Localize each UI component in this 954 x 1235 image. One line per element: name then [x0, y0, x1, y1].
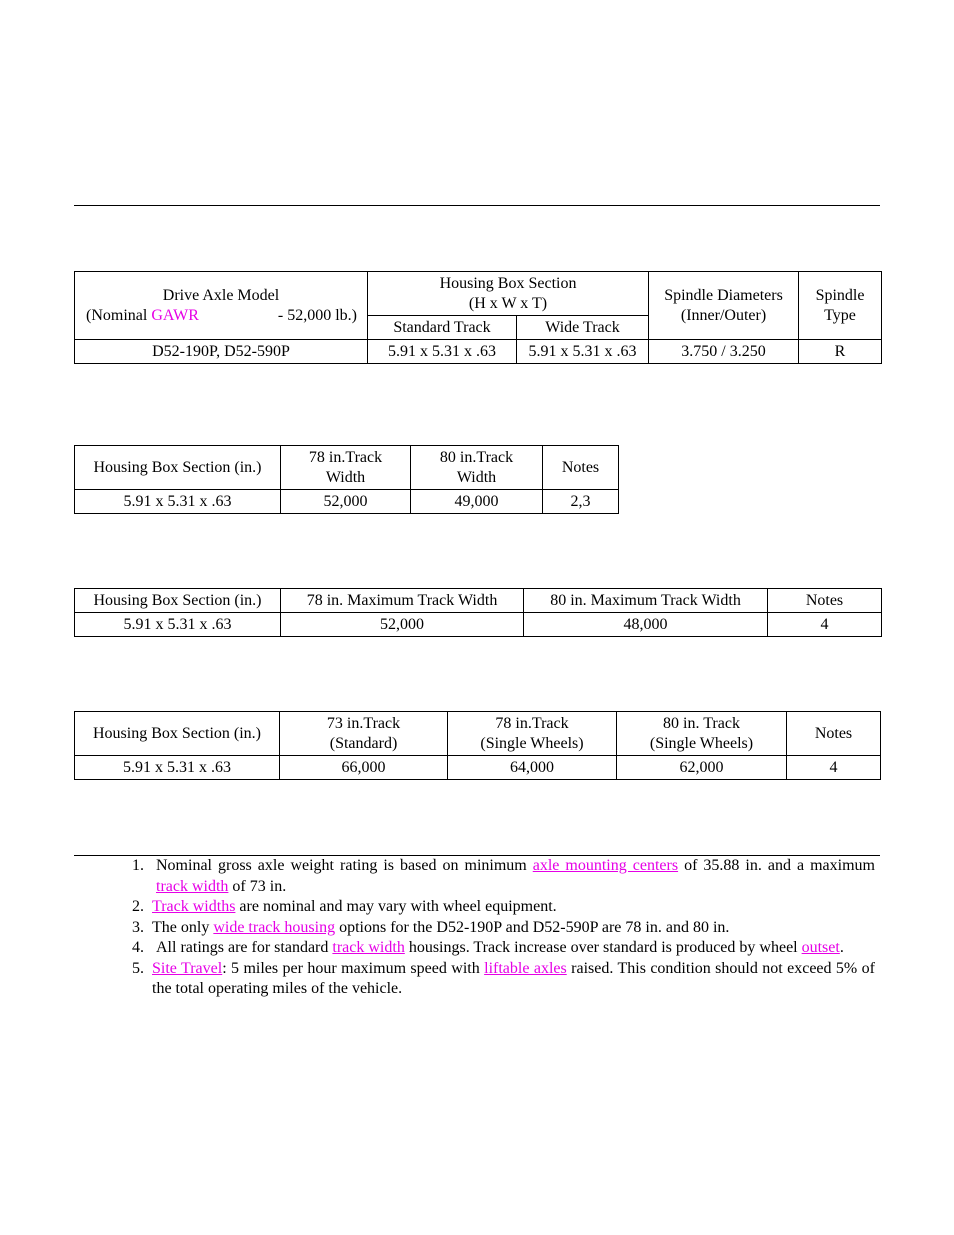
header-drive-axle-model: Drive Axle Model (Nominal GAWR - 52,000 lb.) — [75, 272, 368, 340]
header-housing-box-section: Housing Box Section (in.) — [75, 712, 280, 756]
header-housing-box-section: Housing Box Section (in.) — [75, 446, 281, 490]
cell-78: 52,000 — [281, 490, 411, 514]
header-wide-track: Wide Track — [517, 316, 649, 340]
note-3: 3. The only wide track housing options for the D52-190P and D52-590P are 78 in. and 80 in. — [132, 918, 730, 936]
cell-type: R — [799, 340, 882, 364]
table-row — [75, 613, 882, 637]
max-track-width-table — [74, 588, 882, 637]
cell-notes: 2,3 — [543, 490, 619, 514]
cell-notes: 4 — [768, 613, 882, 637]
gawr-link[interactable]: GAWR — [151, 306, 199, 324]
cell-standard: 5.91 x 5.31 x .63 — [368, 340, 517, 364]
cell-80: 62,000 — [617, 756, 787, 780]
cell-78: 52,000 — [281, 613, 524, 637]
track-widths-link[interactable]: Track widths — [152, 898, 236, 915]
header-73-track: 73 in.Track (Standard) — [280, 712, 448, 756]
cell-80: 48,000 — [524, 613, 768, 637]
cell-diameters: 3.750 / 3.250 — [649, 340, 799, 364]
cell-wide: 5.91 x 5.31 x .63 — [517, 340, 649, 364]
cell-80: 49,000 — [411, 490, 543, 514]
cell-model: D52-190P, D52-590P — [75, 340, 368, 364]
track-width-link[interactable]: track width — [332, 939, 405, 956]
axle-mounting-centers-link[interactable]: axle mounting centers — [532, 857, 679, 874]
header-78-track: 78 in.Track Width — [281, 446, 411, 490]
top-divider — [74, 205, 880, 206]
site-travel-link[interactable]: Site Travel — [152, 959, 223, 977]
header-spindle-type: Spindle Type — [799, 272, 882, 340]
header-80-max-track: 80 in. Maximum Track Width — [524, 589, 768, 613]
outset-link[interactable]: outset — [801, 939, 840, 956]
footnotes — [132, 856, 875, 1000]
note-2: 2. Track widths are nominal and may vary with wheel equipment. — [132, 898, 557, 915]
note-4: 4. All ratings are for standard track width housings. Track increase over standard is produced by wheel outset. — [132, 939, 844, 956]
liftable-axles-link[interactable]: liftable axles — [484, 959, 567, 977]
note-1: 1. Nominal gross axle weight rating is based on minimum axle mounting centers of 35.88 in. and a maximum track width of 73 in. — [132, 857, 875, 895]
table-row — [75, 340, 882, 364]
wide-track-housing-link[interactable]: wide track housing — [213, 918, 336, 936]
table-row — [75, 756, 881, 780]
header-notes: Notes — [543, 446, 619, 490]
spindle-table — [74, 271, 882, 364]
header-notes: Notes — [768, 589, 882, 613]
header-housing-box-section: Housing Box Section (H x W x T) — [368, 272, 649, 316]
header-notes: Notes — [787, 712, 881, 756]
cell-housing: 5.91 x 5.31 x .63 — [75, 613, 281, 637]
track-width-link[interactable]: track width — [156, 877, 229, 895]
header-78-track: 78 in.Track (Single Wheels) — [448, 712, 617, 756]
wide-track-rating-table — [74, 445, 619, 514]
cell-housing: 5.91 x 5.31 x .63 — [75, 756, 280, 780]
header-80-track: 80 in.Track Width — [411, 446, 543, 490]
table-row — [75, 490, 619, 514]
header-spindle-diameters: Spindle Diameters (Inner/Outer) — [649, 272, 799, 340]
cell-notes: 4 — [787, 756, 881, 780]
note-5: 5. Site Travel: 5 miles per hour maximum speed with liftable axles raised. This condition should not exceed 5% of the total operating miles of the vehicle. — [132, 959, 876, 997]
header-standard-track: Standard Track — [368, 316, 517, 340]
cell-housing: 5.91 x 5.31 x .63 — [75, 490, 281, 514]
header-78-max-track: 78 in. Maximum Track Width — [281, 589, 524, 613]
cell-78: 64,000 — [448, 756, 617, 780]
header-housing-box-section: Housing Box Section (in.) — [75, 589, 281, 613]
cell-73: 66,000 — [280, 756, 448, 780]
header-80-track: 80 in. Track (Single Wheels) — [617, 712, 787, 756]
single-wheels-rating-table — [74, 711, 881, 780]
